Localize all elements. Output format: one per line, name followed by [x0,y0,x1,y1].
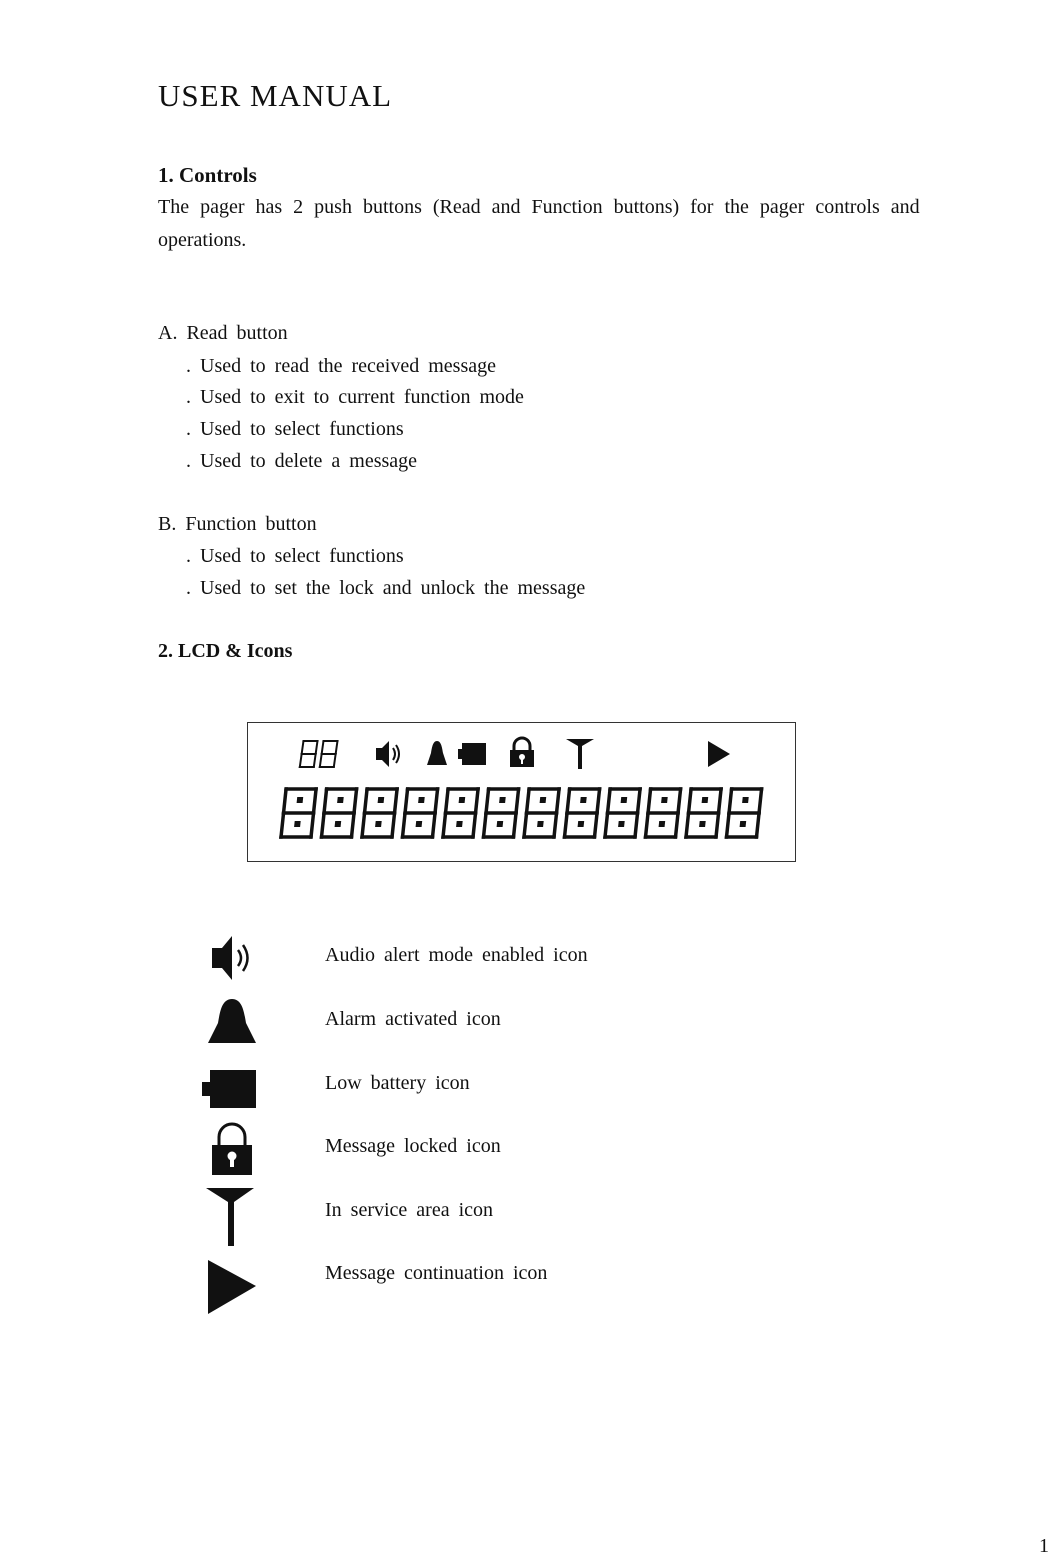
play-arrow-icon [200,1258,260,1314]
lcd-small-digit [320,741,338,767]
function-button-item: . Used to select functions [186,545,404,567]
page-title: USER MANUAL [158,78,393,113]
read-button-item: . Used to read the received message [186,355,496,377]
lcd-segment-digit [686,789,721,837]
lcd-display-graphic [248,723,795,861]
lock-icon [510,738,534,767]
battery-icon [458,743,486,765]
antenna-icon [566,739,594,769]
read-button-heading: A. Read button [158,322,288,344]
section-heading-controls: 1. Controls [158,163,257,187]
intro-text-line-2: operations. [158,229,247,251]
read-button-item: . Used to delete a message [186,450,418,472]
lcd-segment-digit [727,789,762,837]
bell-icon [427,741,447,765]
legend-label: Message locked icon [325,1135,501,1157]
section-heading-lcd-icons: 2. LCD & Icons [158,640,293,662]
lcd-small-digits [300,741,338,767]
lcd-segment-digit [362,789,397,837]
page-number: 1 [1039,1535,1049,1557]
legend-label: Audio alert mode enabled icon [325,944,588,966]
legend-label: Alarm activated icon [325,1008,501,1030]
lcd-segment-digit [524,789,559,837]
legend-label: Low battery icon [325,1072,470,1094]
play-arrow-icon [708,741,730,767]
lcd-segment-digit [281,789,316,837]
lcd-small-digit [300,741,318,767]
lcd-segment-digit [403,789,438,837]
lock-icon [200,1120,260,1176]
lcd-segment-digit [443,789,478,837]
lcd-segment-digit [565,789,600,837]
lcd-segment-digits [281,789,762,837]
function-button-item: . Used to set the lock and unlock the message [186,577,586,599]
lcd-segment-digit [605,789,640,837]
antenna-icon [200,1188,260,1244]
function-button-heading: B. Function button [158,513,317,535]
speaker-icon [200,930,260,986]
speaker-icon [376,741,399,767]
read-button-item: . Used to exit to current function mode [186,386,524,408]
lcd-segment-digit [484,789,519,837]
battery-icon [200,1060,260,1116]
read-button-item: . Used to select functions [186,418,404,440]
lcd-segment-digit [646,789,681,837]
lcd-segment-digit [322,789,357,837]
intro-text-line-1: The pager has 2 push buttons (Read and Function buttons) for the pager controls and [158,196,920,218]
legend-label: In service area icon [325,1199,494,1221]
legend-label: Message continuation icon [325,1262,548,1284]
bell-icon [200,995,260,1051]
lcd-display [247,722,796,862]
